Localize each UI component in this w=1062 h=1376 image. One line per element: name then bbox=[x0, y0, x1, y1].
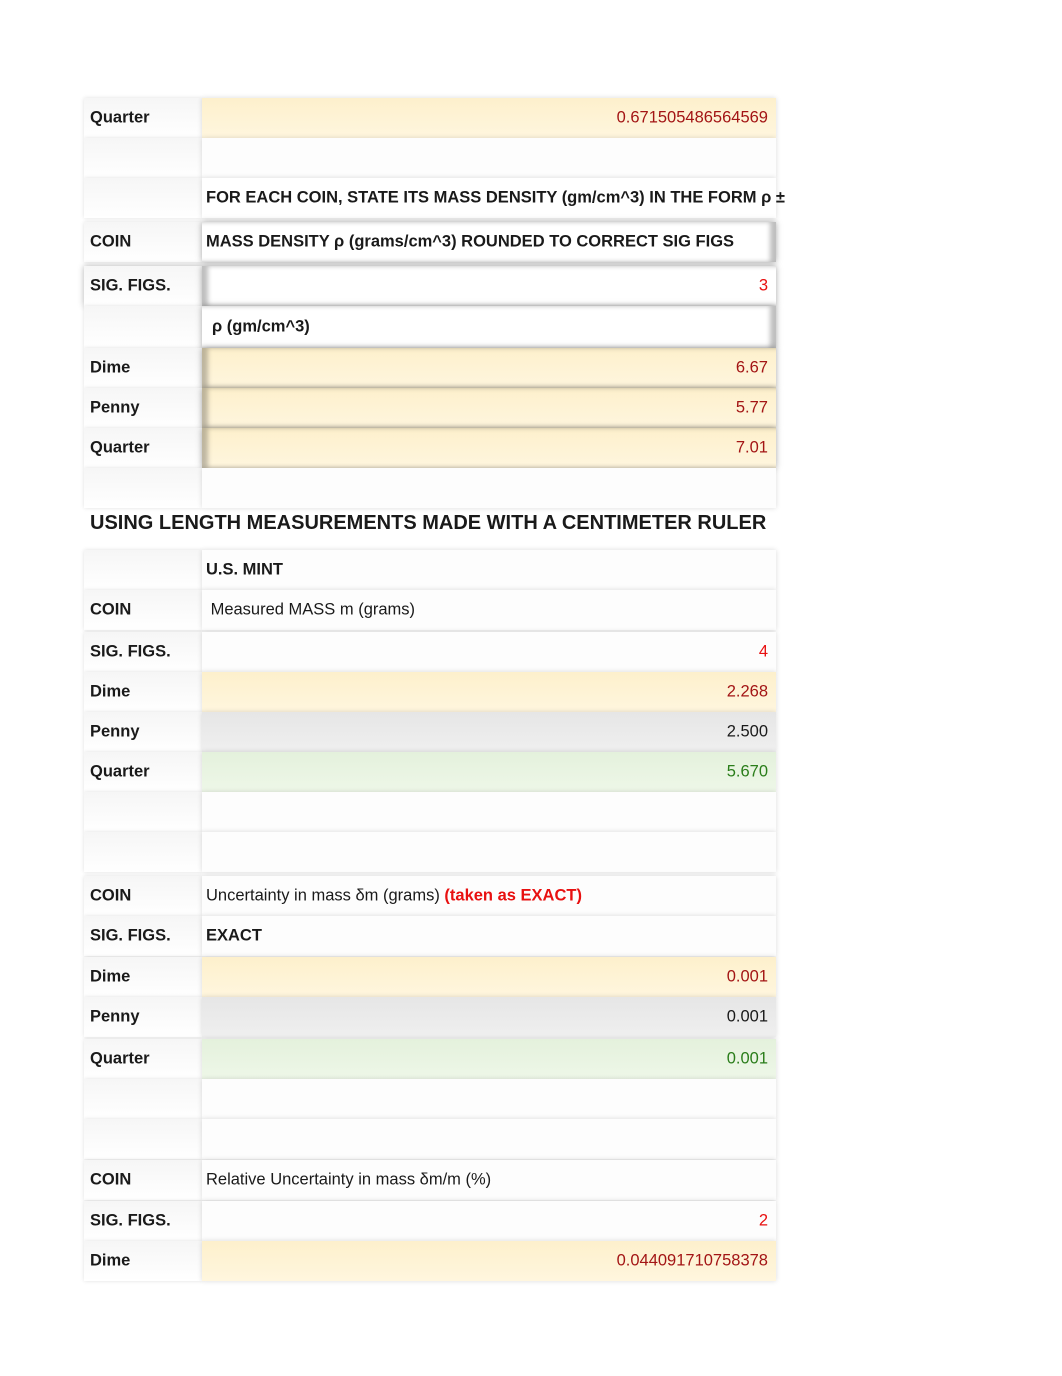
instruction-row bbox=[84, 178, 785, 218]
header-row bbox=[84, 222, 776, 262]
sigfigs-value: EXACT bbox=[206, 926, 262, 945]
source-row bbox=[84, 550, 776, 590]
exact-note: (taken as EXACT) bbox=[444, 886, 582, 905]
empty-row bbox=[84, 138, 776, 178]
sigfigs-value: 3 bbox=[758, 276, 768, 295]
sigfigs-label: SIG. FIGS. bbox=[90, 926, 171, 945]
sigfigs-value: 2 bbox=[758, 1211, 768, 1230]
mass-header: Measured MASS m (grams) bbox=[206, 600, 416, 619]
table-row bbox=[84, 98, 776, 138]
table-row: Quarter 5.670 bbox=[84, 752, 776, 792]
table-row: Penny 5.77 bbox=[84, 388, 776, 428]
instruction-text: FOR EACH COIN, STATE ITS MASS DENSITY (gm/cm^3) IN THE FORM ρ ± bbox=[206, 188, 785, 207]
uncertainty-header: Uncertainty in mass δm (grams) (taken as EXACT) bbox=[206, 886, 582, 905]
empty-row bbox=[84, 792, 776, 832]
sigfigs-row bbox=[84, 1201, 776, 1241]
header-row bbox=[84, 1160, 776, 1200]
table-row: Dime 0.001 bbox=[84, 957, 776, 997]
coin-header: COIN bbox=[90, 600, 132, 619]
density-header: MASS DENSITY ρ (grams/cm^3) ROUNDED TO CORRECT SIG FIGS bbox=[206, 232, 735, 251]
sigfigs-row bbox=[84, 632, 776, 672]
relative-header: Relative Uncertainty in mass δm/m (%) bbox=[206, 1170, 492, 1189]
section-title: USING LENGTH MEASUREMENTS MADE WITH A CENTIMETER RULER bbox=[90, 512, 767, 534]
sigfigs-label: SIG. FIGS. bbox=[90, 1211, 171, 1230]
table-row: Dime 2.268 bbox=[84, 672, 776, 712]
value-cell[interactable]: 0.671505486564569 bbox=[202, 98, 776, 138]
empty-row bbox=[84, 832, 776, 872]
empty-row bbox=[84, 1079, 776, 1119]
empty-row bbox=[84, 468, 776, 508]
source-label: U.S. MINT bbox=[206, 560, 283, 579]
table-row: Dime 0.044091710758378 bbox=[84, 1241, 776, 1281]
sigfigs-row bbox=[84, 916, 776, 956]
empty-row bbox=[84, 1119, 776, 1159]
table-row: Quarter 0.001 bbox=[84, 1039, 776, 1079]
table-row: Quarter 7.01 bbox=[84, 428, 776, 468]
header-row bbox=[84, 590, 776, 630]
rho-label: ρ (gm/cm^3) bbox=[212, 317, 310, 336]
sigfigs-value: 4 bbox=[758, 642, 768, 661]
coin-header: COIN bbox=[90, 232, 132, 251]
sigfigs-label: SIG. FIGS. bbox=[90, 642, 171, 661]
coin-header: COIN bbox=[90, 886, 132, 905]
table-row: Dime 6.67 bbox=[84, 348, 776, 388]
rho-row bbox=[84, 306, 776, 348]
sigfigs-row bbox=[84, 266, 776, 306]
table-row: Penny 2.500 bbox=[84, 712, 776, 752]
sigfigs-label: SIG. FIGS. bbox=[90, 276, 171, 295]
row-label: Quarter bbox=[84, 98, 202, 138]
table-row: Penny 0.001 bbox=[84, 997, 776, 1037]
header-row bbox=[84, 876, 776, 916]
coin-header: COIN bbox=[90, 1170, 132, 1189]
